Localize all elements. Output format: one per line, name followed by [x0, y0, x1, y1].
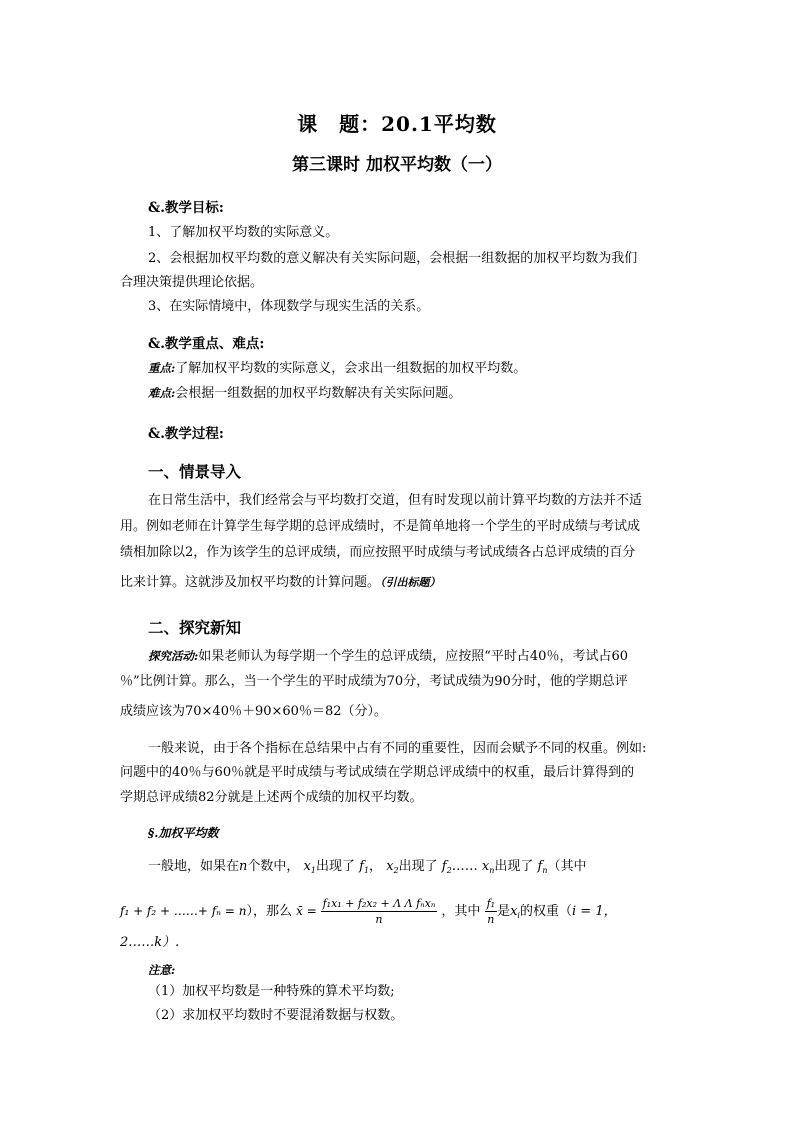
fraction-numerator: f₁x₁ + f₂x₂ + Λ Λ fₙxₙ	[322, 897, 436, 910]
weight-line2: 问题中的40％与60％就是平时成绩与考试成绩在学期总评成绩中的权重，最后计算得到的	[120, 765, 635, 780]
def-text-d: ，	[369, 859, 383, 874]
def-text-e: 出现了	[398, 859, 438, 874]
intro-line2: 用。例如老师在计算学生每学期的总评成绩时，不是简单地将一个学生的平时成绩与考试成	[120, 519, 641, 534]
definition-line3: 2……k）.	[120, 935, 180, 950]
intro-line3: 绩相加除以2，作为该学生的总评成绩，而应按照平时成绩与考试成绩各占总评成绩的百分	[120, 545, 636, 560]
def-text-a: 一般地，如果在	[148, 859, 240, 874]
var-xn: $x_n$	[481, 859, 495, 875]
def-text-g: 出现了	[494, 859, 534, 874]
goals-heading: &.教学目标:	[148, 200, 224, 216]
weight-denominator: n	[487, 913, 495, 926]
index-range: i = 1，	[572, 904, 617, 919]
var-f1: $f_1$	[359, 859, 370, 875]
goal-2-line2: 合理决策提供理论依据。	[120, 275, 264, 290]
note-2: （2）求加权平均数时不要混淆数据与权数。	[148, 1008, 404, 1023]
goal-1: 1、了解加权平均数的实际意义。	[148, 225, 339, 240]
key-point	[148, 362, 526, 375]
activity-line1-text: 如果老师认为每学期一个学生的总评成绩，应按照“平时占40％，考试占60	[198, 649, 628, 664]
difficult-label: 难点:	[148, 386, 176, 400]
def-text-is: 是	[497, 904, 511, 919]
fraction-denominator: n	[375, 913, 383, 926]
weight-line3: 学期总评成绩82分就是上述两个成绩的加权平均数。	[120, 790, 423, 805]
def-text-weight: 的权重（	[519, 904, 572, 919]
mean-symbol: x̄	[296, 904, 303, 918]
def-text-mid: ，其中	[441, 904, 481, 919]
section-heading-intro: 一、情景导入	[148, 463, 242, 481]
activity-label: 探究活动:	[148, 649, 199, 663]
def-text-h: （其中	[547, 859, 587, 874]
intro-line4	[120, 576, 441, 589]
var-x2: $x_2$	[386, 859, 399, 875]
def-text-close: ），那么	[246, 904, 292, 919]
note-1: （1）加权平均数是一种特殊的算术平均数;	[148, 984, 395, 999]
page-subtitle: 第三课时 加权平均数（一）	[292, 155, 502, 175]
weight-fraction	[485, 897, 497, 926]
definition-line1	[148, 860, 586, 877]
var-f2: $f_2$	[441, 859, 452, 875]
def-var-n: n	[239, 859, 248, 874]
note-heading: 注意:	[148, 963, 176, 977]
def-text-f: ……	[451, 859, 482, 874]
weight-numerator: f₁	[486, 897, 496, 910]
key-label: 重点:	[148, 361, 176, 375]
key-difficult-heading: &.教学重点、难点:	[148, 336, 265, 352]
intro-line1: 在日常生活中，我们经常会与平均数打交道，但有时发现以前计算平均数的方法并不适	[148, 493, 643, 508]
activity-line1	[148, 650, 628, 663]
definition-line2	[120, 896, 617, 931]
intro-line4-text: 比来计算。这就涉及加权平均数的计算问题。	[120, 575, 381, 590]
sum-formula: f₁ + f₂ + ……+ fₙ = n	[120, 904, 247, 918]
var-fn: $f_n$	[537, 859, 548, 875]
definition-heading: §.加权平均数	[148, 826, 219, 840]
page-title: 课 题：20.1平均数	[297, 112, 497, 136]
weight-line1: 一般来说，由于各个指标在总结果中占有不同的重要性，因而会赋予不同的权重。例如:	[148, 741, 647, 756]
activity-line2: ％”比例计算。那么，当一个学生的平时成绩为70分，考试成绩为90分时，他的学期总评	[120, 674, 628, 689]
equals-sign: =	[302, 904, 321, 918]
goal-3: 3、在实际情境中，体现数学与现实生活的关系。	[148, 299, 430, 314]
def-text-b: 个数中，	[247, 859, 300, 874]
def-text-c: 出现了	[315, 859, 355, 874]
difficult-point	[148, 387, 461, 400]
var-xi: $x_i$	[510, 904, 520, 920]
var-x1: $x_1$	[303, 859, 316, 875]
activity-line3: 成绩应该为70×40％＋90×60％＝82（分）。	[120, 704, 387, 719]
key-text: 了解加权平均数的实际意义，会求出一组数据的加权平均数。	[175, 361, 527, 376]
section-heading-explore: 二、探究新知	[148, 619, 242, 637]
goal-2-line1: 2、会根据加权平均数的意义解决有关实际问题，会根据一组数据的加权平均数为我们	[148, 251, 638, 266]
weighted-mean-fraction	[321, 897, 438, 926]
process-heading: &.教学过程:	[148, 426, 224, 442]
intro-note: （引出标题）	[380, 576, 441, 589]
difficult-text: 会根据一组数据的加权平均数解决有关实际问题。	[175, 386, 462, 401]
